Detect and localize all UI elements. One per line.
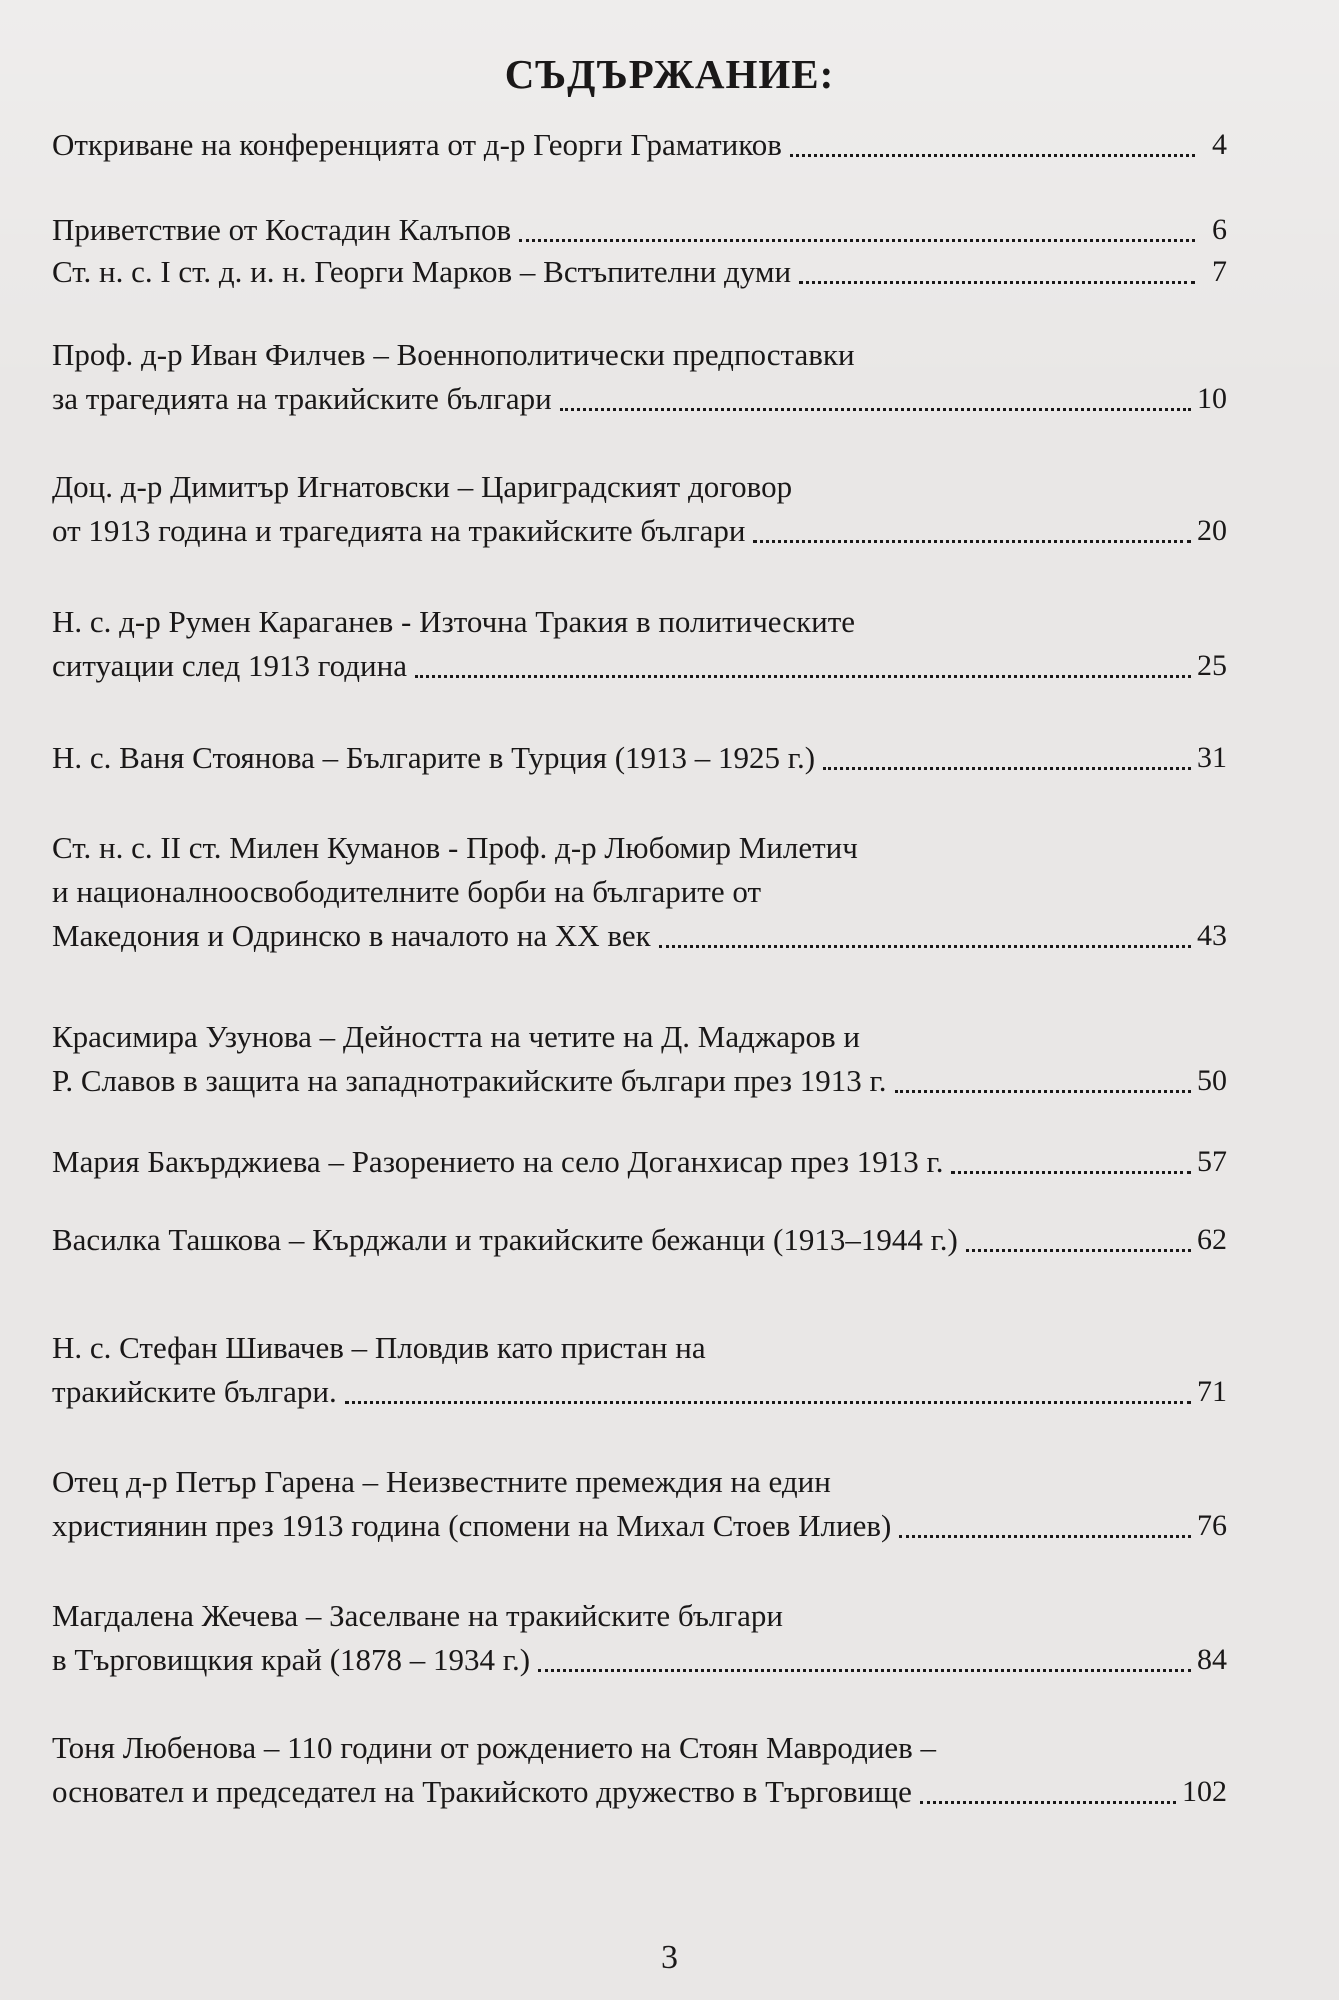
toc-entry: [52, 1015, 1227, 1103]
dot-leader: [966, 1249, 1191, 1252]
dot-leader: [799, 281, 1195, 284]
toc-entry-line: [52, 1015, 1227, 1059]
toc-entry-line: [52, 600, 1227, 644]
toc-page-number: 57: [1197, 1145, 1227, 1178]
toc-entry-text: от 1913 година и трагедията на тракийските българи: [52, 513, 746, 548]
page-number: 3: [661, 1939, 678, 1976]
toc-entry-text: ситуации след 1913 година: [52, 648, 407, 683]
toc-entry-text: основател и председател на Тракийското дружество в Търговище: [52, 1774, 912, 1809]
toc-page-number: 31: [1197, 741, 1227, 774]
toc-entry-line: [52, 1594, 1227, 1638]
toc-entry-text: в Търговищкия край (1878 – 1934 г.): [52, 1642, 531, 1677]
dot-leader: [951, 1171, 1191, 1174]
dot-leader: [899, 1535, 1191, 1538]
dot-leader: [560, 408, 1191, 411]
toc-entry-line: [52, 1726, 1227, 1770]
toc-entry-last-line: [52, 736, 1227, 780]
toc-entry-text: Приветствие от Костадин Калъпов: [52, 212, 512, 247]
toc-entry-text: и националноосвободителните борби на българите от: [52, 874, 762, 909]
toc-entry-text: Р. Славов в защита на западнотракийските българи през 1913 г.: [52, 1063, 887, 1098]
dot-leader: [519, 239, 1195, 242]
toc-entry-text: Македония и Одринско в началото на XX век: [52, 918, 651, 953]
toc-entry-line: [52, 333, 1227, 377]
toc-entry-text: Магдалена Жечева – Заселване на тракийските българи: [52, 1598, 783, 1633]
toc-entry: [52, 600, 1227, 688]
toc-entry: [52, 208, 1227, 252]
toc-entry: [52, 333, 1227, 421]
contents-heading: СЪДЪРЖАНИЕ:: [504, 51, 835, 97]
dot-leader: [753, 540, 1191, 543]
toc-entry-text: Откриване на конференцията от д-р Георги Граматиков: [52, 127, 782, 162]
toc-entry: [52, 1726, 1227, 1814]
toc-entry-text: Н. с. д-р Румен Караганев - Източна Тракия в политическите: [52, 604, 856, 639]
dot-leader: [920, 1801, 1176, 1804]
toc-entry-text: Мария Бакърджиева – Разорението на село Доганхисар през 1913 г.: [52, 1144, 944, 1179]
toc-entry-last-line: [52, 914, 1227, 958]
toc-entry: [52, 1140, 1227, 1184]
toc-entry-text: Ст. н. с. I ст. д. и. н. Георги Марков – Встъпителни думи: [52, 254, 792, 289]
toc-entry-last-line: [52, 123, 1227, 167]
toc-entry-text: Василка Ташкова – Кърджали и тракийските бежанци (1913–1944 г.): [52, 1222, 958, 1257]
toc-page-number: 7: [1212, 255, 1227, 288]
toc-entry-text: Н. с. Стефан Шивачев – Пловдив като пристан на: [52, 1330, 706, 1365]
dot-leader: [790, 154, 1195, 157]
toc-entry: [52, 1594, 1227, 1682]
toc-entry-line: [52, 870, 1227, 914]
dot-leader: [538, 1669, 1191, 1672]
toc-page-number: 43: [1197, 919, 1227, 952]
toc-page-number: 6: [1212, 213, 1227, 246]
toc-entry-text: Тоня Любенова – 110 години от рождението на Стоян Мавродиев –: [52, 1730, 937, 1765]
toc-entry-text: за трагедията на тракийските българи: [52, 381, 552, 416]
toc-page-number: 20: [1197, 514, 1227, 547]
toc-entry-last-line: [52, 377, 1227, 421]
toc-entry-text: Н. с. Ваня Стоянова – Българите в Турция (1913 – 1925 г.): [52, 740, 816, 775]
toc-entry: [52, 123, 1227, 167]
toc-entry-text: християнин през 1913 година (спомени на Михал Стоев Илиев): [52, 1508, 892, 1543]
dot-leader: [345, 1401, 1191, 1404]
toc-page-number: 4: [1212, 128, 1227, 161]
toc-entry: [52, 1326, 1227, 1414]
toc-entry-last-line: [52, 1504, 1227, 1548]
toc-entry-last-line: [52, 1370, 1227, 1414]
toc-page-number: 76: [1197, 1509, 1227, 1542]
toc-entry: [52, 736, 1227, 780]
toc-entry-last-line: [52, 644, 1227, 688]
toc-entry-text: Проф. д-р Иван Филчев – Военнополитически предпоставки: [52, 337, 855, 372]
toc-entry-last-line: [52, 509, 1227, 553]
toc-entry-last-line: [52, 250, 1227, 294]
toc-entry-last-line: [52, 1638, 1227, 1682]
toc-entry-text: тракийските българи.: [52, 1374, 337, 1409]
toc-page-number: 10: [1197, 382, 1227, 415]
toc-page-number: 62: [1197, 1223, 1227, 1256]
toc-entry: [52, 826, 1227, 958]
toc-page-number: 71: [1197, 1375, 1227, 1408]
toc-entry-line: [52, 465, 1227, 509]
toc-entry-line: [52, 1460, 1227, 1504]
toc-entry-text: Ст. н. с. II ст. Милен Куманов - Проф. д-р Любомир Милетич: [52, 830, 858, 865]
toc-page-number: 25: [1197, 649, 1227, 682]
toc-entry-line: [52, 826, 1227, 870]
toc-entry-text: Доц. д-р Димитър Игнатовски – Цариградският договор: [52, 469, 793, 504]
toc-page-number: 84: [1197, 1643, 1227, 1676]
toc-entry: [52, 250, 1227, 294]
toc-entry-text: Отец д-р Петър Гарена – Неизвестните премеждия на един: [52, 1464, 831, 1499]
toc-entry: [52, 1460, 1227, 1548]
toc-entry-last-line: [52, 208, 1227, 252]
toc-entry-line: [52, 1326, 1227, 1370]
dot-leader: [659, 945, 1191, 948]
toc-entry-last-line: [52, 1218, 1227, 1262]
toc-entry-text: Красимира Узунова – Дейността на четите на Д. Маджаров и: [52, 1019, 861, 1054]
dot-leader: [415, 675, 1191, 678]
toc-entry-last-line: [52, 1770, 1227, 1814]
toc-entry: [52, 1218, 1227, 1262]
toc-entry-last-line: [52, 1140, 1227, 1184]
toc-entry-last-line: [52, 1059, 1227, 1103]
dot-leader: [895, 1090, 1191, 1093]
toc-page-number: 102: [1182, 1775, 1227, 1808]
dot-leader: [823, 767, 1191, 770]
toc-page-number: 50: [1197, 1064, 1227, 1097]
toc-entry: [52, 465, 1227, 553]
